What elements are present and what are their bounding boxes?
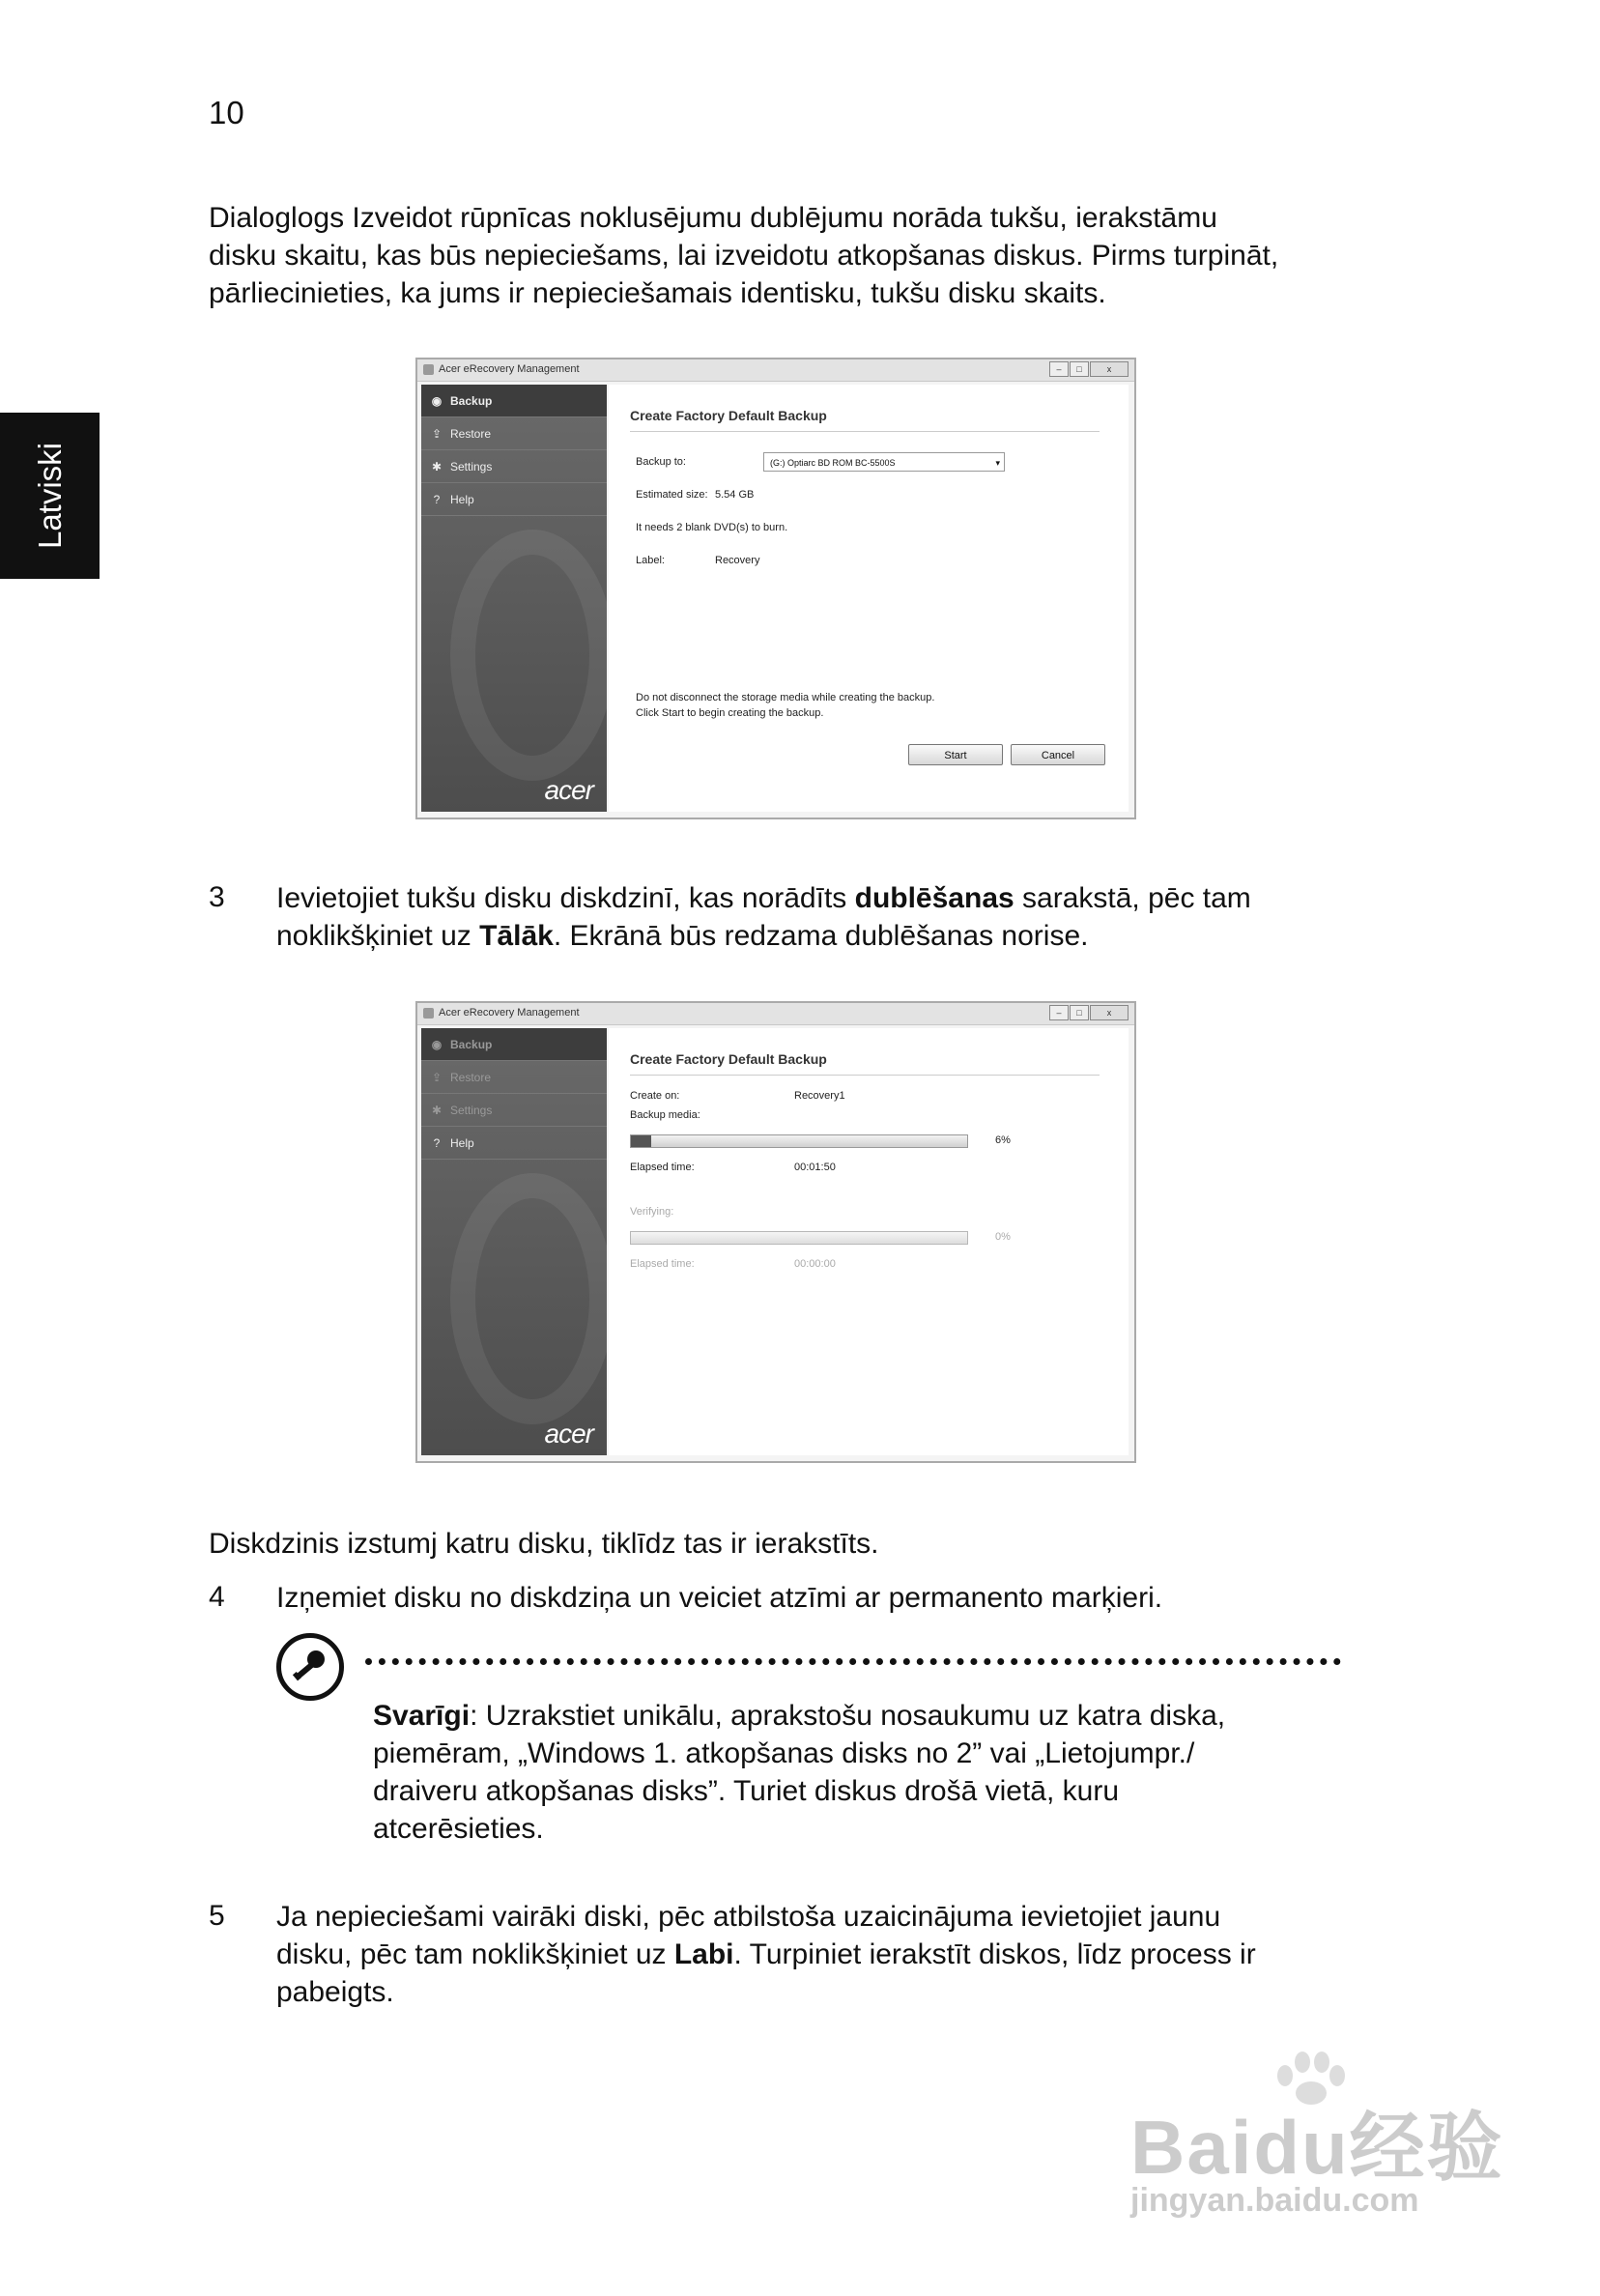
intro-line: pārliecinieties, ka jums ir nepieciešamais identisku, tukšu disku skaits.: [209, 277, 1106, 309]
note-line: atcerēsieties.: [373, 1813, 544, 1845]
step3-line: noklikšķiniet uz Tālāk. Ekrānā būs redzama dublēšanas norise.: [276, 920, 1089, 952]
heading-divider: [630, 1075, 1100, 1076]
note-line: draiveru atkopšanas disks”. Turiet diskus drošā vietā, kuru: [373, 1775, 1120, 1807]
cancel-button[interactable]: Cancel: [1011, 744, 1105, 765]
backup-to-select[interactable]: [763, 452, 1005, 472]
main-panel: [609, 1028, 1129, 1455]
step-number: 4: [209, 1581, 225, 1613]
backup-percent: 6%: [995, 1134, 1011, 1146]
restore-icon: ⇪: [431, 427, 443, 441]
elapsed-time-value: 00:01:50: [794, 1162, 836, 1173]
backup-icon: ◉: [431, 1038, 443, 1051]
screenshot-backup-progress: [415, 1001, 1136, 1463]
page-number: 10: [209, 95, 244, 130]
window-titlebar: [417, 359, 1134, 382]
main-panel: [609, 385, 1129, 812]
acer-logo: acer: [544, 775, 593, 805]
label-value: Recovery: [715, 555, 760, 566]
language-label: Latviski: [31, 442, 68, 550]
important-note: Svarīgi: Uzrakstiet unikālu, aprakstošu nosaukumu uz katra diska, piemēram, „Windows 1. atkopšanas disks no 2” vai „Lietojumpr./ draiveru atkopšanas disks”. Turiet diskus drošā vietā, kuru atcerēsieties.: [373, 1697, 1225, 1848]
baidu-watermark: [1121, 2049, 1507, 2242]
step-number: 5: [209, 1900, 225, 1932]
note-line: piemēram, „Windows 1. atkopšanas disks no 2” vai „Lietojumpr./: [373, 1737, 1195, 1769]
nav-item-restore[interactable]: [421, 1061, 607, 1094]
verify-percent: 0%: [995, 1231, 1011, 1243]
watermark-url: jingyan.baidu.com: [1130, 2182, 1419, 2219]
step5-line: Ja nepieciešami vairāki diski, pēc atbilstoša uzaicinājuma ievietojiet jaunu: [276, 1901, 1221, 1933]
step5-line: disku, pēc tam noklikšķiniet uz Labi. Turpiniet ierakstīt diskos, līdz process ir: [276, 1938, 1256, 1970]
start-button[interactable]: Start: [908, 744, 1003, 765]
background-swirl: [450, 530, 614, 781]
nav-item-settings[interactable]: [421, 450, 607, 483]
note-bold-label: Svarīgi: [373, 1700, 471, 1732]
close-button[interactable]: x: [1090, 1005, 1129, 1020]
panel-heading: Create Factory Default Backup: [630, 408, 827, 423]
step4-text: Izņemiet disku no diskdziņa un veiciet atzīmi ar permanento marķieri.: [276, 1582, 1163, 1614]
help-icon: ?: [433, 1136, 441, 1150]
step5-line: pabeigts.: [276, 1976, 394, 2008]
nav-item-help[interactable]: [421, 483, 607, 516]
maximize-button[interactable]: □: [1070, 361, 1089, 377]
minimize-button[interactable]: –: [1049, 1005, 1069, 1020]
maximize-button[interactable]: □: [1070, 1005, 1089, 1020]
nav-item-help[interactable]: [421, 1127, 607, 1160]
intro-line: disku skaitu, kas būs nepieciešams, lai izveidotu atkopšanas diskus. Pirms turpināt,: [209, 240, 1279, 272]
create-on-value: Recovery1: [794, 1090, 845, 1102]
nav-item-settings[interactable]: [421, 1094, 607, 1127]
nav-label: Help: [450, 1136, 474, 1150]
close-button[interactable]: x: [1090, 361, 1129, 377]
verifying-label: Verifying:: [630, 1206, 674, 1218]
note-divider: [365, 1658, 1341, 1665]
backup-media-label: Backup media:: [630, 1109, 700, 1121]
panel-heading: Create Factory Default Backup: [630, 1051, 827, 1067]
dvd-needs-text: It needs 2 blank DVD(s) to burn.: [636, 522, 788, 533]
backup-to-value: (G:) Optiarc BD ROM BC-5500S: [770, 458, 896, 468]
key-icon: [276, 1633, 344, 1701]
footer-instruction: Click Start to begin creating the backup.: [636, 707, 824, 719]
watermark-brand: Baidu经验: [1130, 2105, 1504, 2190]
heading-divider: [630, 431, 1100, 432]
backup-icon: ◉: [431, 394, 443, 408]
nav-label: Settings: [450, 1104, 493, 1117]
elapsed-time-label: Elapsed time:: [630, 1162, 695, 1173]
help-icon: ?: [433, 493, 441, 506]
label-label: Label:: [636, 555, 665, 566]
step5-text: [276, 1898, 1256, 2011]
sidebar-nav: [421, 385, 607, 812]
estimated-size-value: 5.54 GB: [715, 489, 755, 501]
backup-progress-bar: [630, 1134, 968, 1148]
backup-progress-fill: [631, 1135, 651, 1147]
restore-icon: ⇪: [431, 1071, 443, 1084]
nav-label: Help: [450, 493, 474, 506]
step-number: 3: [209, 881, 225, 913]
bold-term: Tālāk: [479, 920, 554, 952]
window-titlebar: [417, 1003, 1134, 1025]
language-side-tab: [0, 413, 100, 579]
app-icon: [423, 1008, 434, 1019]
window-title: Acer eRecovery Management: [439, 363, 580, 375]
background-swirl: [450, 1173, 614, 1424]
nav-label: Restore: [450, 427, 492, 441]
bold-term: dublēšanas: [854, 882, 1014, 914]
step3-line: Ievietojiet tukšu disku diskdzinī, kas norādīts dublēšanas sarakstā, pēc tam: [276, 882, 1251, 914]
sidebar-nav: [421, 1028, 607, 1455]
acer-logo: acer: [544, 1419, 593, 1449]
nav-item-restore[interactable]: [421, 417, 607, 450]
minimize-button[interactable]: –: [1049, 361, 1069, 377]
screenshot-backup-dialog: [415, 358, 1136, 819]
window-title: Acer eRecovery Management: [439, 1007, 580, 1019]
chevron-down-icon: ▾: [995, 458, 1000, 468]
gear-icon: ✱: [431, 1104, 443, 1117]
verify-progress-bar: [630, 1231, 968, 1245]
estimated-size-label: Estimated size:: [636, 489, 708, 501]
verify-elapsed-value: 00:00:00: [794, 1258, 836, 1270]
eject-text: Diskdzinis izstumj katru disku, tiklīdz tas ir ierakstīts.: [209, 1528, 879, 1560]
step3-text: [276, 879, 1251, 955]
gear-icon: ✱: [431, 460, 443, 474]
nav-item-backup[interactable]: [421, 1028, 607, 1061]
intro-line: Dialoglogs Izveidot rūpnīcas noklusējumu dublējumu norāda tukšu, ierakstāmu: [209, 202, 1217, 234]
create-on-label: Create on:: [630, 1090, 680, 1102]
bold-term: Labi: [673, 1938, 734, 1970]
nav-label: Restore: [450, 1071, 492, 1084]
nav-label: Backup: [450, 394, 493, 408]
intro-paragraph: [209, 199, 1278, 312]
verify-elapsed-label: Elapsed time:: [630, 1258, 695, 1270]
nav-label: Backup: [450, 1038, 493, 1051]
backup-to-label: Backup to:: [636, 456, 686, 468]
nav-item-backup[interactable]: [421, 385, 607, 417]
app-icon: [423, 364, 434, 375]
nav-label: Settings: [450, 460, 493, 474]
footer-warning: Do not disconnect the storage media while creating the backup.: [636, 692, 935, 703]
